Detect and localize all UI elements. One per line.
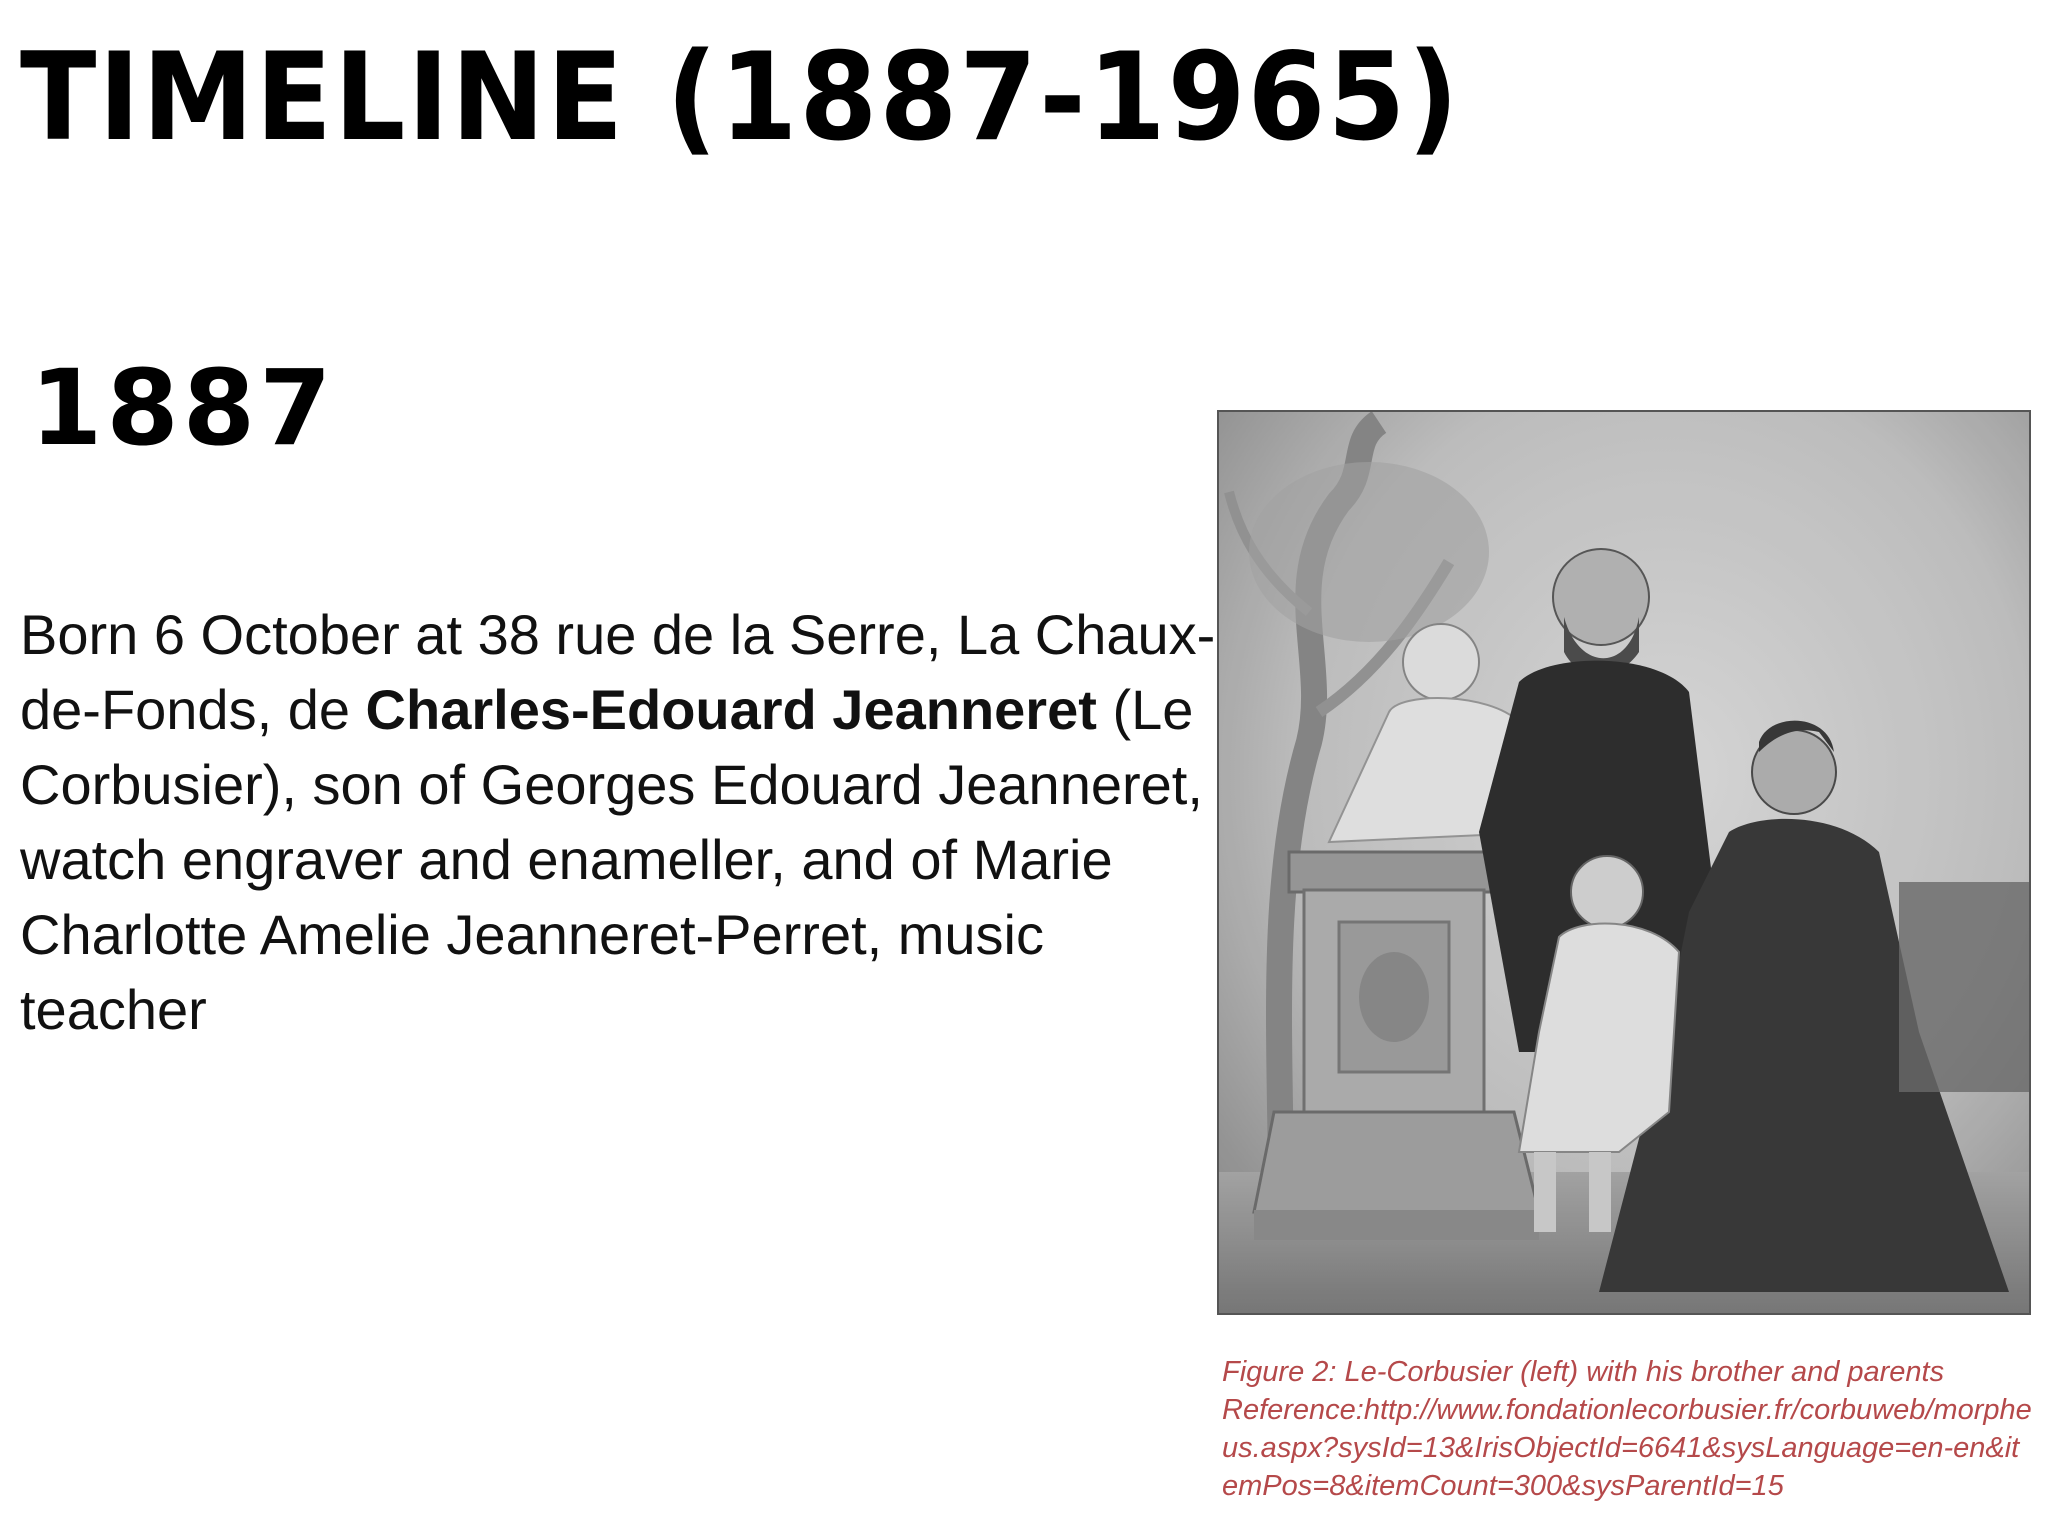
body-text-rest: (Le Corbusier), son of Georges Edouard Jeanneret, watch engraver and enameller, and of Marie Charlotte Amelie Jeanneret-Perret, music teacher [20, 678, 1203, 1041]
family-photo [1217, 410, 2031, 1315]
caption-reference: Reference:http://www.fondationlecorbusier.fr/corbuweb/morpheus.aspx?sysId=13&IrisObjectId=6641&sysLanguage=en-en&itemPos=8&itemCount=300&sysParentId=15 [1222, 1394, 2032, 1502]
body-text-name: Charles-Edouard Jeanneret [365, 678, 1097, 741]
body-text-intro: Born 6 October at 38 rue de la Serre, La Chaux-de-Fonds, de [20, 603, 1216, 741]
biography-paragraph [20, 597, 1220, 1047]
year-heading: 1887 [30, 347, 336, 469]
figure-caption [1222, 1353, 2032, 1505]
family-photo-illustration [1219, 412, 2031, 1315]
slide-title: TIMELINE (1887-1965) [20, 28, 1461, 169]
caption-title: Figure 2: Le-Corbusier (left) with his brother and parents [1222, 1356, 1945, 1388]
